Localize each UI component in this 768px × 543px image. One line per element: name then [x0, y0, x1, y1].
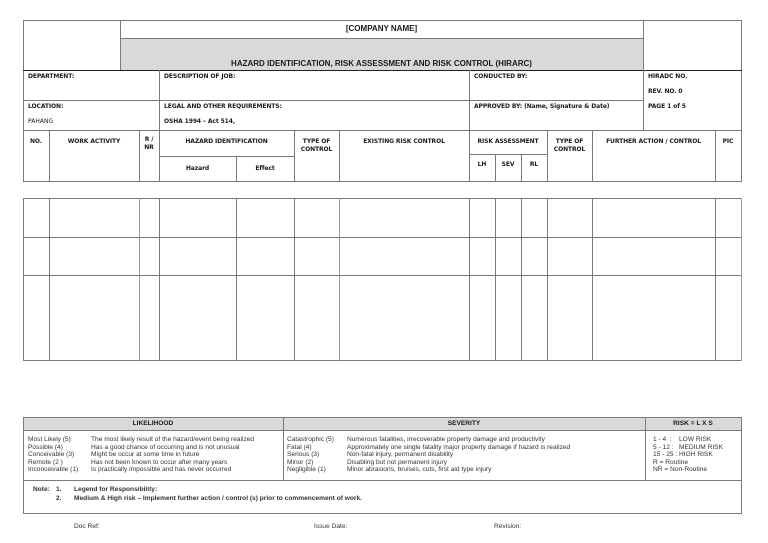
- table-row[interactable]: [24, 276, 741, 360]
- likelihood-item: Conceivable (3) Might be occur at some time in future: [28, 451, 200, 459]
- col-type-of-control-2: TYPE OF CONTROL: [553, 138, 586, 153]
- legal-requirements-value: OSHA 1994 – Act 514,: [164, 118, 236, 125]
- severity-item: Fatal (4) Approximately one single fatality major property damage if hazard is realized: [287, 443, 571, 451]
- revision-number: REV. NO. 0: [648, 88, 683, 95]
- note-2-text: Medium & High risk – Implement further action / control (s) prior to commencement of work.: [74, 495, 362, 502]
- likelihood-item: Most Likely (5) The most likely result of the hazard/event being realized: [28, 436, 255, 443]
- col-effect: Effect: [255, 165, 275, 172]
- col-rl: RL: [529, 161, 539, 168]
- company-name: [COMPANY NAME]: [345, 24, 418, 33]
- col-type-of-control: TYPE OF CONTROL: [300, 138, 333, 153]
- approved-by-label: APPROVED BY: (Name, Signature & Date): [474, 103, 610, 110]
- risk-level-item: 15 - 25 : HIGH RISK: [653, 451, 713, 459]
- col-further-action: FURTHER ACTION / CONTROL: [606, 138, 701, 145]
- likelihood-item: Remote (2 ) Has not been known to occur after many years: [28, 458, 228, 466]
- conducted-by-label: CONDUCTED BY:: [474, 73, 528, 80]
- col-existing-risk-control: EXISTING RISK CONTROL: [363, 138, 445, 145]
- likelihood-list: [28, 436, 282, 474]
- location-label: LOCATION:: [28, 103, 64, 110]
- location-value: PAHANG: [28, 118, 54, 125]
- risk-formula-title: RISK = L X S: [673, 420, 713, 427]
- note-1-number: 1.: [56, 486, 62, 493]
- note-label: Note:: [33, 486, 50, 493]
- conducted-by-field[interactable]: [474, 86, 639, 96]
- severity-title: SEVERITY: [447, 420, 481, 427]
- col-hazard: Hazard: [185, 165, 210, 172]
- note-2-number: 2.: [56, 495, 62, 502]
- doc-ref: Doc Ref:: [74, 523, 100, 530]
- department-label: DEPARTMENT:: [28, 73, 75, 80]
- description-field[interactable]: [164, 86, 464, 96]
- col-pic: PIC: [722, 138, 734, 145]
- table-row[interactable]: [24, 199, 741, 237]
- risk-level-list: [653, 436, 741, 474]
- col-sev: SEV: [501, 161, 515, 168]
- department-field[interactable]: [28, 86, 156, 96]
- description-label: DESCRIPTION OF JOB:: [164, 73, 236, 80]
- page-number: PAGE 1 of 5: [648, 103, 686, 110]
- severity-item: Catastrophic (5) Numerous fatalities, irrecoverable property damage and productivity: [287, 436, 545, 443]
- legal-requirements-label: LEGAL AND OTHER REQUIREMENTS:: [164, 103, 282, 110]
- likelihood-item: Inconceivable (1) Is practically impossible and has never occurred: [28, 466, 232, 474]
- col-r-nr: R / NR: [144, 136, 154, 151]
- col-lh: LH: [477, 161, 487, 168]
- severity-item: Serious (3) Non-fatal injury, permanent disability: [287, 451, 454, 459]
- col-work-activity: WORK ACTIVITY: [67, 138, 121, 145]
- severity-item: Minor (2) Disabling but not permanent injury: [287, 458, 448, 466]
- risk-level-item: R = Routine: [653, 458, 689, 466]
- severity-item: Negligible (1) Minor abrasions, bruises, cuts, first aid type injury: [287, 466, 492, 474]
- severity-list: [287, 436, 643, 474]
- risk-level-item: NR = Non-Routine: [653, 466, 708, 474]
- issue-date: Issue Date:: [314, 523, 348, 530]
- revision: Revision:: [494, 523, 522, 530]
- col-no: NO.: [30, 138, 42, 145]
- likelihood-item: Possible (4) Has a good chance of occurring and is not unusual: [28, 443, 240, 451]
- table-row[interactable]: [24, 238, 741, 275]
- page-title: HAZARD IDENTIFICATION, RISK ASSESSMENT AND RISK CONTROL (HIRARC): [231, 59, 532, 68]
- risk-level-item: 1 - 4 : LOW RISK: [653, 436, 712, 443]
- risk-level-item: 5 - 12 : MEDIUM RISK: [653, 443, 723, 451]
- col-risk-assessment: RISK ASSESSMENT: [477, 138, 539, 145]
- note-1-text: Legend for Responsibility:: [74, 486, 158, 493]
- hiradc-number: HIRADC NO.: [648, 73, 688, 80]
- likelihood-title: LIKELIHOOD: [132, 420, 174, 427]
- col-hazard-identification: HAZARD IDENTIFICATION: [185, 138, 268, 145]
